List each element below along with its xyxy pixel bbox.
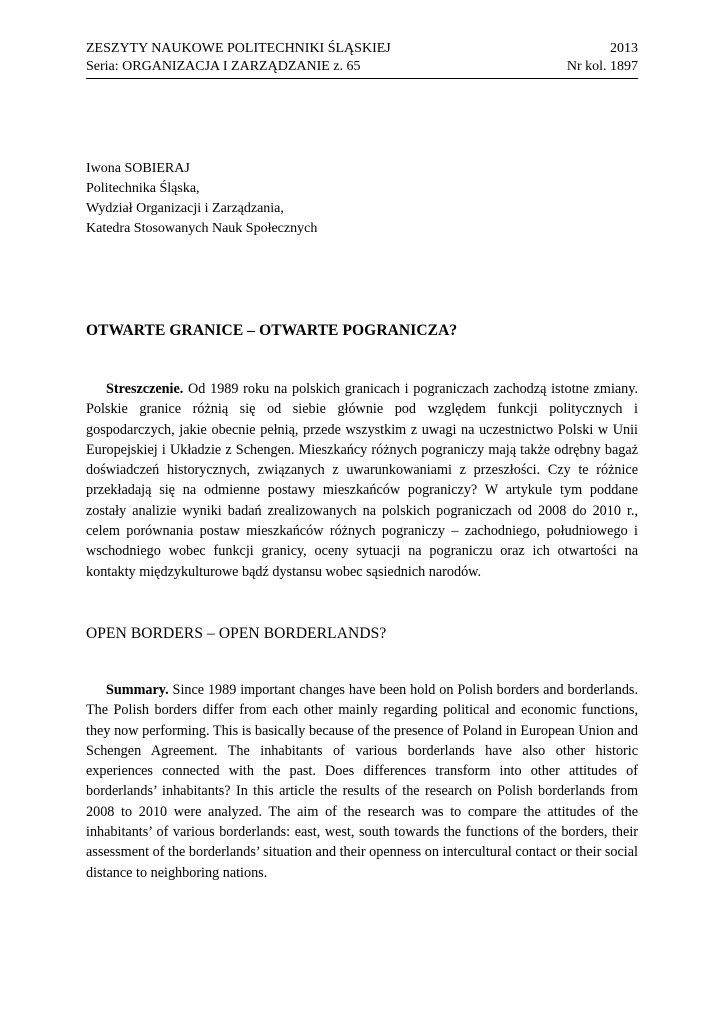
abstract-polish	[86, 379, 638, 582]
paper-title-polish: OTWARTE GRANICE – OTWARTE POGRANICZA?	[86, 322, 458, 339]
summary-english	[86, 680, 638, 883]
author-name: Iwona SOBIERAJ	[86, 161, 190, 176]
running-header-row-1	[86, 40, 638, 58]
publication-year: 2013	[610, 41, 638, 56]
series-name: Seria: ORGANIZACJA I ZARZĄDZANIE z. 65	[86, 59, 361, 74]
journal-name: ZESZYTY NAUKOWE POLITECHNIKI ŚLĄSKIEJ	[86, 41, 391, 56]
abstract-lead: Streszczenie.	[106, 381, 184, 397]
paper-page	[86, 40, 638, 897]
author-department: Katedra Stosowanych Nauk Społecznych	[86, 221, 318, 236]
summary-lead: Summary.	[106, 681, 169, 698]
summary-text: Since 1989 important changes have been hold on Polish borders and borderlands. The Polish borders differ from each other mainly regarding political and economic functions, they now performing. This is basically because of the presence of Poland in European Union and Schengen Agreement. The inhabitants of various borderlands have also other historic experiences connected with the past. Does differences transform into other attitudes of borderlands’ inhabitants? In this article the results of the research on Polish borderlands from 2008 to 2010 were analyzed. The aim of the research was to compare the attitudes of the inhabitants’ of various borderlands: east, west, south towards the functions of the borders, their assessment of the borderlands’ situation and their openness on intercultural contact or their social distance to neighboring nations.	[86, 681, 638, 881]
volume-number: Nr kol. 1897	[566, 59, 638, 74]
running-header-row-2	[86, 58, 638, 79]
author-faculty: Wydział Organizacji i Zarządzania,	[86, 201, 284, 216]
author-affiliation	[86, 159, 638, 239]
author-university: Politechnika Śląska,	[86, 181, 200, 196]
paper-title-english: OPEN BORDERS – OPEN BORDERLANDS?	[86, 624, 387, 642]
abstract-text: Od 1989 roku na polskich granicach i pograniczach zachodzą istotne zmiany. Polskie granice różnią się od siebie głównie pod względem funkcji politycznych i gospodarczych, jakie obecnie pełnią, przede wszystkim z uwagi na uczestnictwo Polski w Unii Europejskiej i Układzie z Schengen. Mieszkańcy różnych pograniczy mają także odrębny bagaż doświadczeń historycznych, związanych z uwarunkowaniami z przeszłości. Czy te różnice przekładają się na odmienne postawy mieszkańców pograniczy? W artykule tym poddane zostały analizie wyniki badań zrealizowanych na polskich pograniczach od 2008 do 2010 r., celem porównania postaw mieszkańców różnych pograniczy – zachodniego, południowego i wschodniego wobec funkcji granicy, oceny sytuacji na pograniczu oraz ich otwartości na kontakty międzykulturowe bądź dystansu wobec sąsiednich narodów.	[86, 381, 638, 580]
